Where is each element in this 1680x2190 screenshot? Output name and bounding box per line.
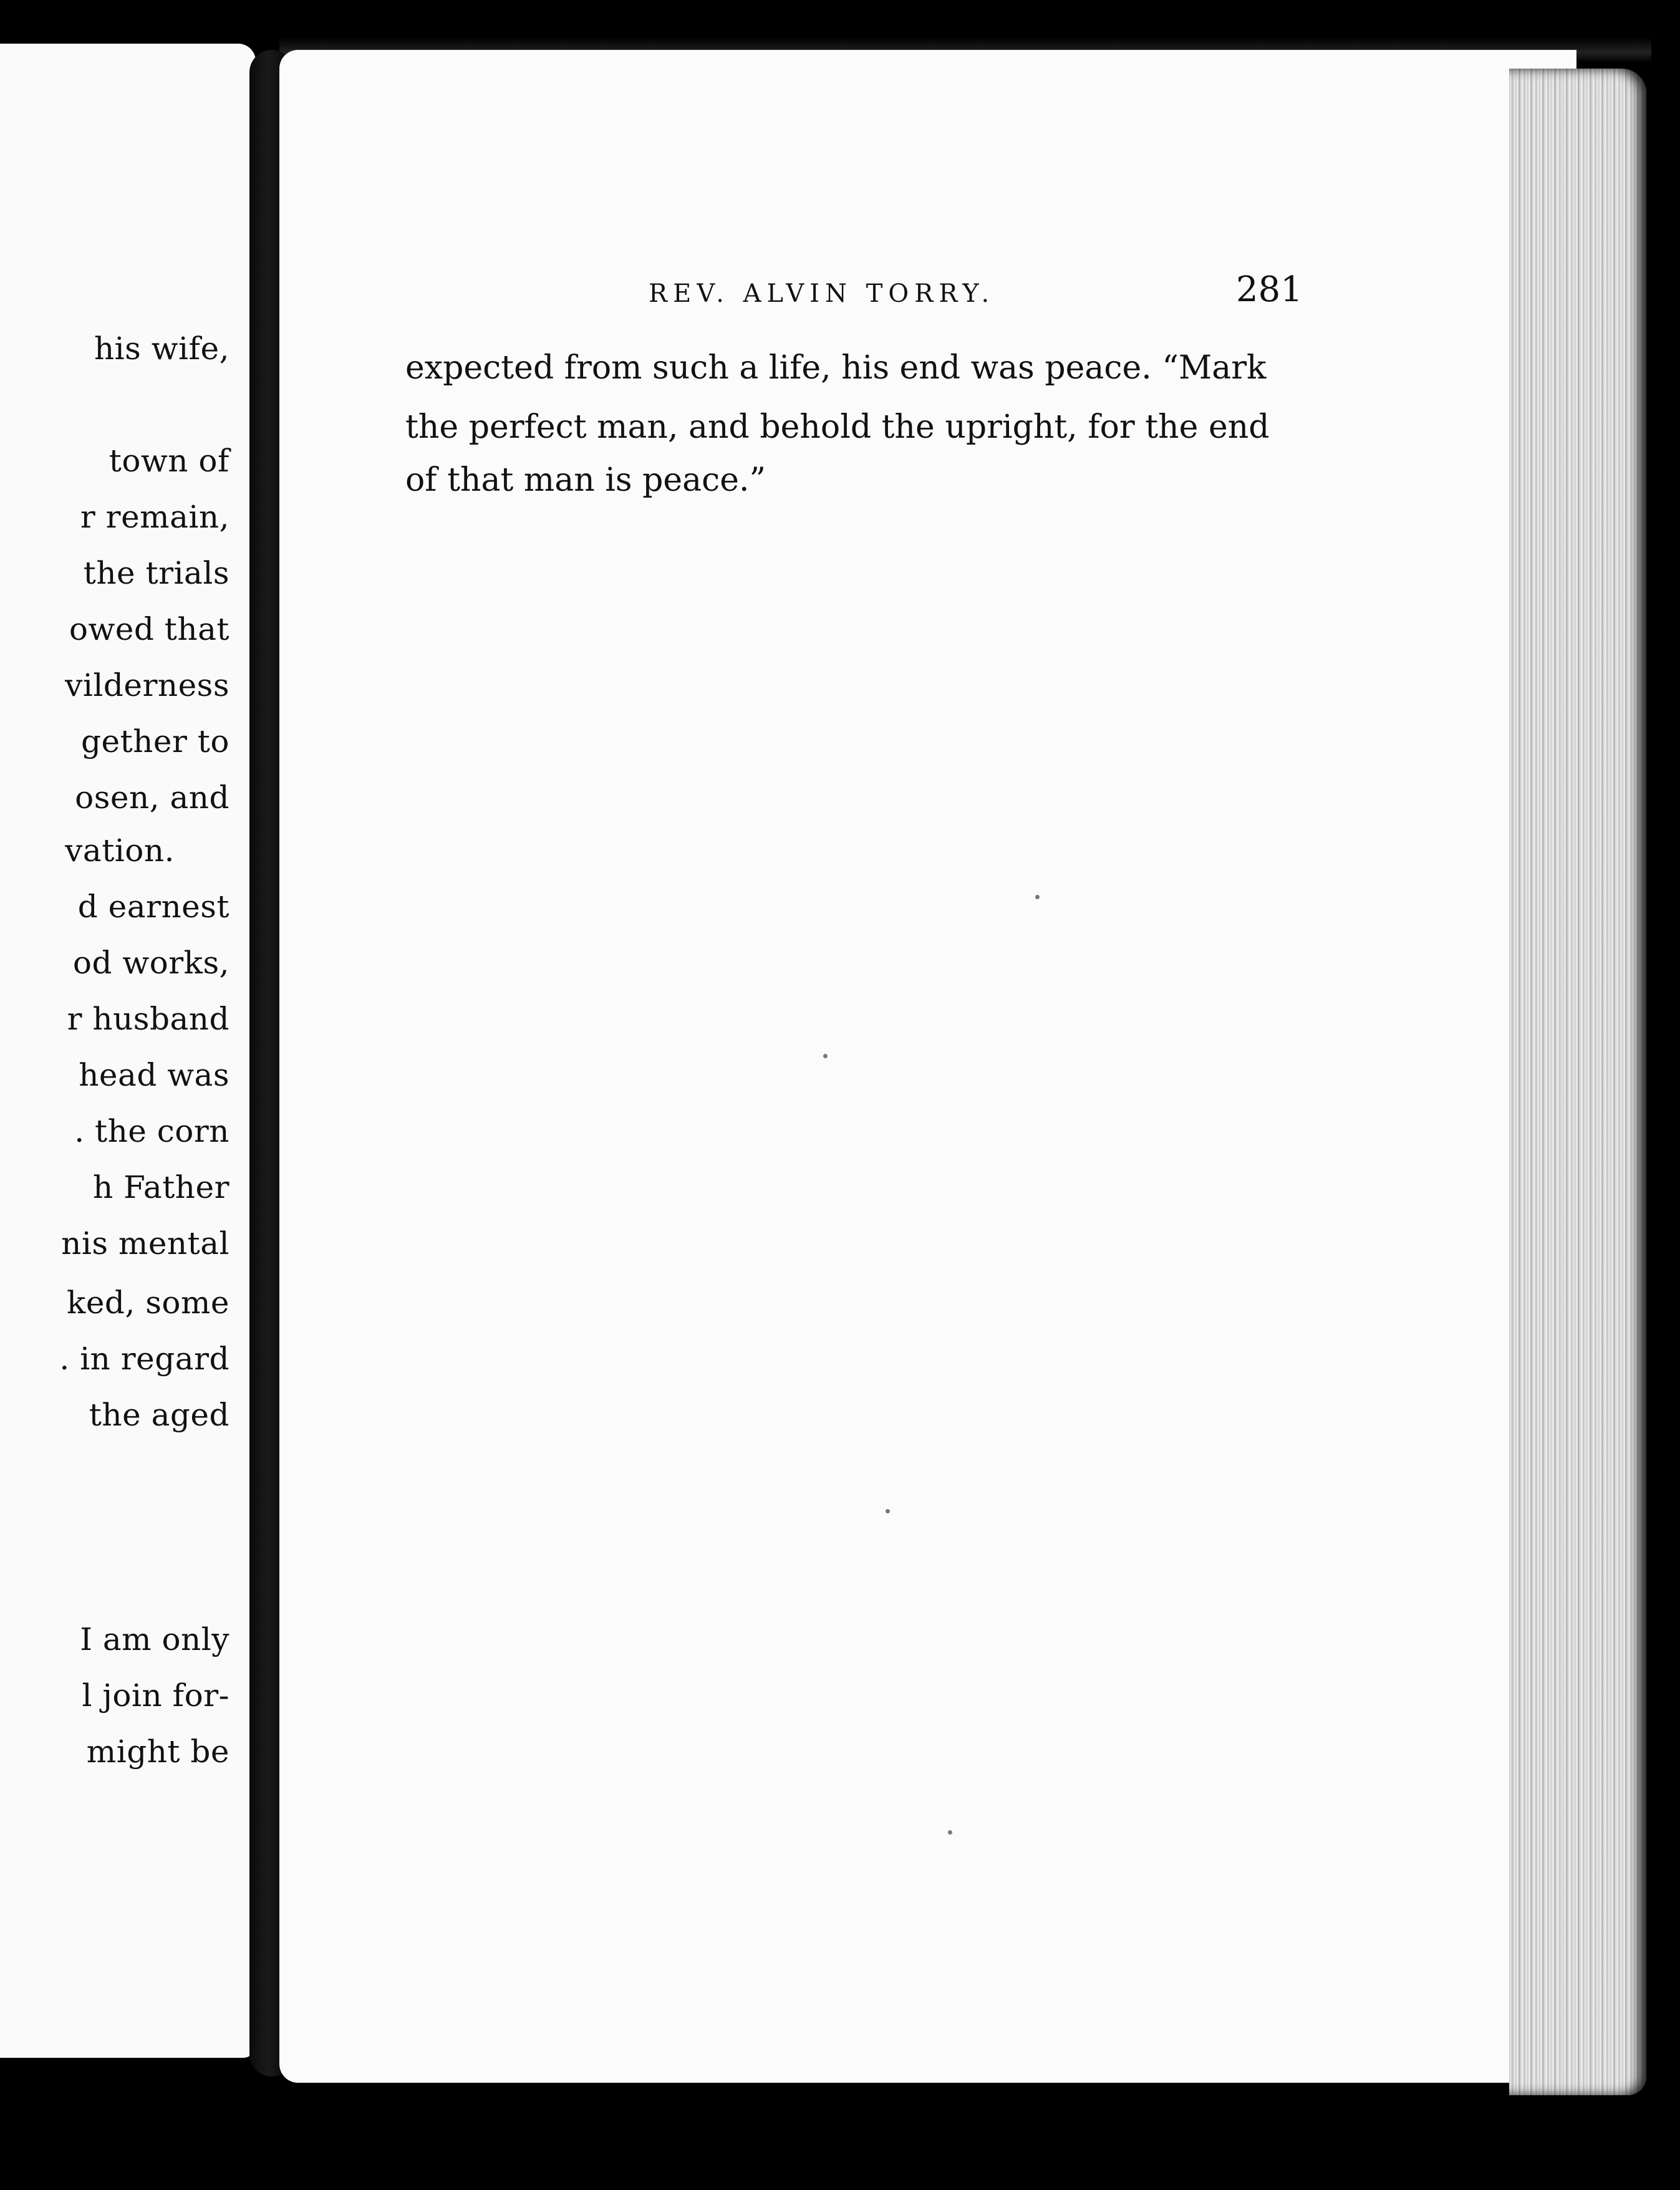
left-page-line: h Father [93, 1169, 229, 1205]
left-page-line: od works, [72, 945, 229, 981]
left-page-line: might be [86, 1734, 229, 1770]
left-page-line: his wife, [94, 330, 229, 367]
left-page-line: the trials [83, 555, 229, 591]
dust-speck [948, 1830, 952, 1835]
dust-speck [823, 1054, 828, 1058]
running-head: REV. ALVIN TORRY. [649, 279, 995, 308]
left-page-line: vilderness [65, 667, 229, 703]
page-number: 281 [1236, 269, 1303, 310]
dust-speck [886, 1509, 890, 1513]
left-page [0, 44, 256, 2058]
left-page-line: ked, some [67, 1285, 229, 1321]
left-page-line: town of [109, 443, 229, 479]
body-text-line: expected from such a life, his end was peace. “Mark [405, 349, 1267, 387]
body-text-line: of that man is peace.” [405, 461, 766, 499]
left-page-line: the aged [89, 1397, 229, 1433]
left-page-line: osen, and [75, 779, 229, 816]
left-page-line: head was [79, 1057, 229, 1093]
left-page-line: . in regard [59, 1341, 229, 1377]
left-page-line: owed that [69, 611, 229, 647]
left-page-line: gether to [81, 723, 229, 760]
left-page-line: I am only [80, 1621, 229, 1657]
left-page-line: d earnest [77, 889, 229, 925]
left-page-line: l join for- [82, 1677, 229, 1714]
page-fore-edge [1509, 69, 1646, 2095]
dust-speck [1035, 895, 1040, 899]
left-page-line: . the corn [74, 1113, 229, 1149]
left-page-line: r remain, [80, 499, 229, 535]
left-page-line: nis mental [61, 1225, 229, 1261]
left-page-line: r husband [67, 1001, 229, 1037]
body-text-line: the perfect man, and behold the upright, for the end [405, 408, 1270, 446]
left-page-line: vation. [65, 832, 175, 869]
